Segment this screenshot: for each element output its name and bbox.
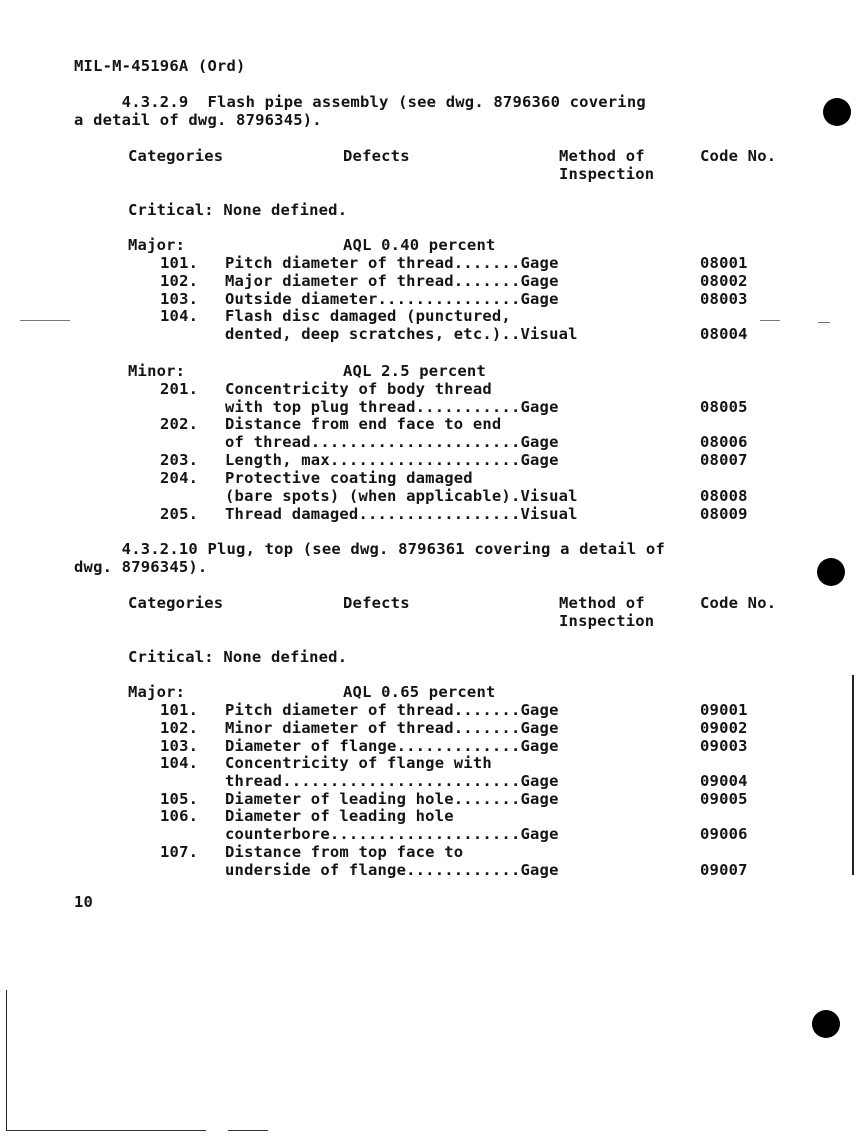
item-number: 101.: [160, 701, 199, 719]
item-defect: Distance from top face to: [225, 843, 464, 861]
col-header-method: Method of: [559, 147, 645, 165]
item-defect-cont: underside of flange............Gage: [225, 861, 559, 879]
item-number: 202.: [160, 415, 199, 433]
col-header-code: Code No.: [700, 594, 777, 612]
item-number: 102.: [160, 272, 199, 290]
item-code: 08007: [700, 451, 748, 469]
item-code: 09006: [700, 825, 748, 843]
item-number: 104.: [160, 754, 199, 772]
item-code: 08001: [700, 254, 748, 272]
item-defect: Outside diameter...............Gage: [225, 290, 559, 308]
item-code: 08004: [700, 325, 748, 343]
item-code: 09007: [700, 861, 748, 879]
col-header-defects: Defects: [343, 594, 410, 612]
item-code: 08005: [700, 398, 748, 416]
section-title-line2: a detail of dwg. 8796345).: [74, 111, 322, 129]
binder-hole-top: [823, 98, 851, 126]
minor-label: Minor:: [128, 362, 186, 380]
item-number: 102.: [160, 719, 199, 737]
item-number: 205.: [160, 505, 199, 523]
item-number: 204.: [160, 469, 199, 487]
page-number: 10: [74, 893, 94, 911]
item-defect: Thread damaged.................Visual: [225, 505, 578, 523]
item-defect: Diameter of flange.............Gage: [225, 737, 559, 755]
col-header-code: Code No.: [700, 147, 777, 165]
item-number: 106.: [160, 807, 199, 825]
item-number: 103.: [160, 290, 199, 308]
col-header-categories: Categories: [128, 594, 224, 612]
major-label: Major:: [128, 683, 186, 701]
scan-edge-bottom: [6, 1130, 206, 1131]
item-defect: Pitch diameter of thread.......Gage: [225, 701, 559, 719]
col-header-method-2: Inspection: [559, 165, 655, 183]
item-defect-cont: of thread......................Gage: [225, 433, 559, 451]
item-code: 09002: [700, 719, 748, 737]
item-defect: Flash disc damaged (punctured,: [225, 307, 511, 325]
section-title-line1: 4.3.2.9 Flash pipe assembly (see dwg. 8796360 covering: [74, 93, 646, 111]
section-title-line1: 4.3.2.10 Plug, top (see dwg. 8796361 covering a detail of: [74, 540, 665, 558]
item-number: 103.: [160, 737, 199, 755]
item-number: 101.: [160, 254, 199, 272]
item-number: 105.: [160, 790, 199, 808]
col-header-method-2: Inspection: [559, 612, 655, 630]
item-code: 08009: [700, 505, 748, 523]
col-header-method: Method of: [559, 594, 645, 612]
item-code: 08008: [700, 487, 748, 505]
item-defect: Diameter of leading hole.......Gage: [225, 790, 559, 808]
item-number: 107.: [160, 843, 199, 861]
item-defect: Concentricity of flange with: [225, 754, 492, 772]
item-code: 09001: [700, 701, 748, 719]
critical-line: Critical: None defined.: [128, 201, 348, 219]
item-defect-cont: with top plug thread...........Gage: [225, 398, 559, 416]
binder-hole-middle: [817, 558, 845, 586]
item-code: 08002: [700, 272, 748, 290]
item-code: 09003: [700, 737, 748, 755]
scan-mark-right: [760, 320, 780, 321]
item-defect: Concentricity of body thread: [225, 380, 492, 398]
major-aql: AQL 0.65 percent: [343, 683, 496, 701]
section-title-line2: dwg. 8796345).: [74, 558, 208, 576]
scan-edge-right: [852, 675, 854, 875]
item-defect-cont: counterbore....................Gage: [225, 825, 559, 843]
item-defect: Protective coating damaged: [225, 469, 473, 487]
scan-edge-bottom-2: [228, 1130, 268, 1131]
item-defect: Minor diameter of thread.......Gage: [225, 719, 559, 737]
scan-mark-left: [20, 320, 70, 321]
critical-line: Critical: None defined.: [128, 648, 348, 666]
item-defect-cont: dented, deep scratches, etc.)..Visual: [225, 325, 578, 343]
item-code: 09004: [700, 772, 748, 790]
scan-mark-right-2: [818, 322, 830, 323]
col-header-defects: Defects: [343, 147, 410, 165]
item-defect: Major diameter of thread.......Gage: [225, 272, 559, 290]
item-number: 104.: [160, 307, 199, 325]
item-defect: Distance from end face to end: [225, 415, 502, 433]
item-defect-cont: (bare spots) (when applicable).Visual: [225, 487, 578, 505]
item-defect: Diameter of leading hole: [225, 807, 454, 825]
item-defect-cont: thread.........................Gage: [225, 772, 559, 790]
item-code: 08006: [700, 433, 748, 451]
item-number: 203.: [160, 451, 199, 469]
col-header-categories: Categories: [128, 147, 224, 165]
binder-hole-bottom: [812, 1010, 840, 1038]
scan-edge-left: [6, 990, 7, 1130]
item-defect: Pitch diameter of thread.......Gage: [225, 254, 559, 272]
major-aql: AQL 0.40 percent: [343, 236, 496, 254]
document-id: MIL-M-45196A (Ord): [74, 57, 246, 75]
item-code: 08003: [700, 290, 748, 308]
major-label: Major:: [128, 236, 186, 254]
item-defect: Length, max....................Gage: [225, 451, 559, 469]
item-code: 09005: [700, 790, 748, 808]
item-number: 201.: [160, 380, 199, 398]
minor-aql: AQL 2.5 percent: [343, 362, 486, 380]
